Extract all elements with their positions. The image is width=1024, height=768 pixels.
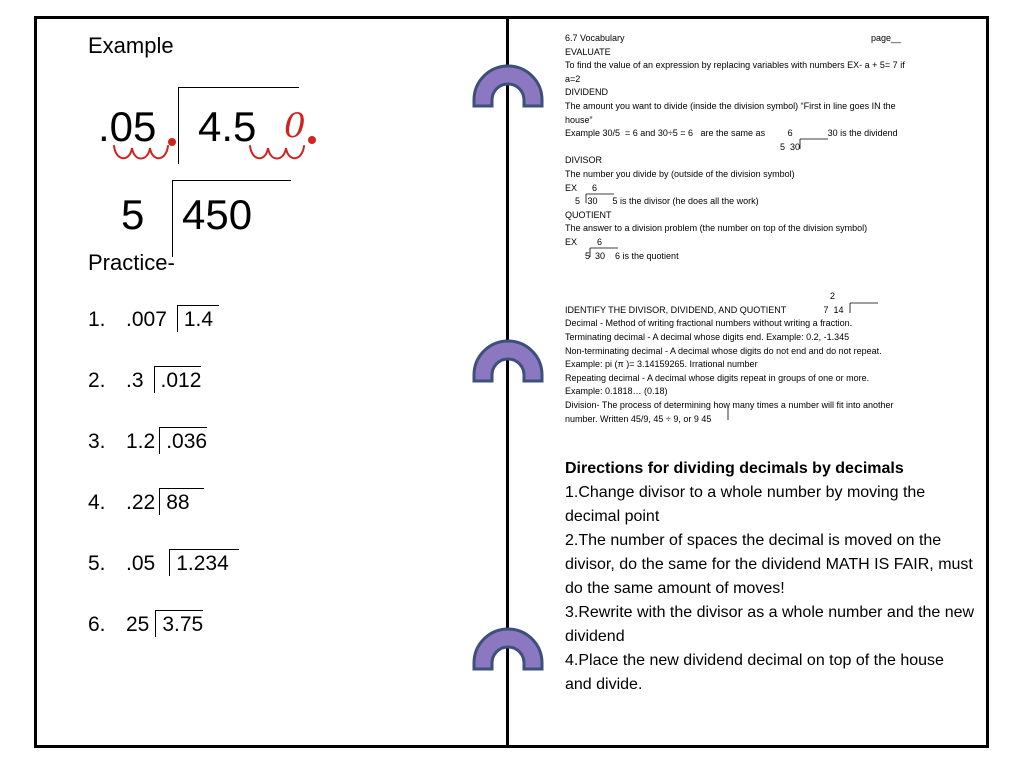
notes-line: IDENTIFY THE DIVISOR, DIVIDEND, AND QUOTIENT 7 14 bbox=[565, 304, 844, 315]
problem-divisor: 25 bbox=[126, 613, 150, 636]
practice-title: Practice- bbox=[88, 250, 175, 275]
example2-divisor: 5 bbox=[121, 191, 145, 238]
notes-line: QUOTIENT bbox=[565, 209, 612, 220]
problem-number: 5. bbox=[88, 552, 106, 575]
practice-problem bbox=[88, 610, 203, 637]
notes-line: EVALUATE bbox=[565, 46, 611, 57]
notes-line: DIVISOR bbox=[565, 155, 603, 166]
notes-line: The answer to a division problem (the number on top of the division symbol) bbox=[565, 223, 868, 234]
problem-dividend: .036 bbox=[159, 427, 207, 454]
notes-line: Example: pi (π )= 3.14159265. Irrational number bbox=[565, 359, 758, 370]
problem-number: 3. bbox=[88, 430, 106, 453]
notes-line: Terminating decimal - A decimal whose digits end. Example: 0.2, -1.345 bbox=[565, 332, 850, 343]
page-number-label: page__ bbox=[871, 33, 902, 43]
notes-line: house” bbox=[565, 114, 593, 125]
problem-dividend: 3.75 bbox=[155, 610, 203, 637]
problem-divisor: .22 bbox=[126, 491, 156, 514]
notes-title: 6.7 Vocabulary bbox=[565, 33, 625, 43]
direction-step: 4.Place the new dividend decimal on top of the house and divide. bbox=[565, 652, 944, 693]
handwritten-zero: 0 bbox=[284, 106, 306, 146]
directions-block bbox=[565, 457, 975, 697]
notes-line: Example 30/5 = 6 and 30÷5 = 6 are the same as 6 30 is the dividend bbox=[565, 128, 898, 139]
problem-dividend: 1.234 bbox=[169, 549, 239, 576]
binder-ring-top bbox=[470, 62, 546, 108]
practice-problem bbox=[88, 427, 207, 454]
notes-line: The number you divide by (outside of the division symbol) bbox=[565, 168, 795, 179]
problem-number: 6. bbox=[88, 613, 106, 636]
problem-dividend: 88 bbox=[159, 488, 203, 515]
problem-dividend: .012 bbox=[154, 366, 202, 393]
example-divisor: .05 bbox=[98, 103, 157, 150]
problem-divisor: .05 bbox=[126, 552, 156, 575]
problem-dividend: 1.4 bbox=[177, 305, 219, 332]
notes-line: 5 30 bbox=[565, 141, 801, 152]
notes-line: EX 6 bbox=[565, 236, 603, 247]
practice-problem bbox=[88, 549, 239, 576]
practice-problem bbox=[88, 366, 201, 393]
problem-divisor: .007 bbox=[126, 308, 167, 331]
direction-step: 2.The number of spaces the decimal is moved on the divisor, do the same for the dividend MATH IS FAIR, must do the same amount of moves! bbox=[565, 532, 973, 597]
notes-line: Decimal - Method of writing fractional numbers without writing a fraction. bbox=[565, 318, 853, 329]
notes-line: 5 30 6 is the quotient bbox=[565, 250, 679, 261]
problem-number: 1. bbox=[88, 308, 106, 331]
notes-line: Example: 0.1818… (0.18) bbox=[565, 386, 668, 397]
notes-line: a=2 bbox=[565, 73, 581, 84]
practice-problem bbox=[88, 488, 204, 515]
notes-line: 5 30 5 is the divisor (he does all the work) bbox=[565, 196, 759, 207]
notes-header bbox=[565, 32, 965, 46]
example-title: Example bbox=[88, 33, 174, 58]
practice-problem bbox=[88, 305, 219, 332]
example2-dividend: 450 bbox=[182, 191, 253, 238]
notes-line: 2 bbox=[565, 291, 836, 302]
direction-step: 1.Change divisor to a whole number by moving the decimal point bbox=[565, 484, 926, 525]
example-dividend: 4.5 bbox=[198, 103, 257, 150]
problem-divisor: 1.2 bbox=[126, 430, 156, 453]
problem-number: 2. bbox=[88, 369, 106, 392]
notes-line: To find the value of an expression by replacing variables with numbers EX- a + 5= 7 if bbox=[565, 60, 905, 71]
binder-ring-bottom bbox=[470, 625, 546, 671]
notes-line: Repeating decimal - A decimal whose digits repeat in groups of one or more. bbox=[565, 372, 870, 383]
notes-line: EX 6 bbox=[565, 182, 598, 193]
notes-line: DIVIDEND bbox=[565, 87, 609, 98]
notes-line: Division- The process of determining how many times a number will fit into another bbox=[565, 400, 894, 411]
notes-line: number. Written 45/9, 45 ÷ 9, or 9 45 bbox=[565, 413, 712, 424]
problem-number: 4. bbox=[88, 491, 106, 514]
directions-title: Directions for dividing decimals by decimals bbox=[565, 460, 904, 477]
problem-divisor: .3 bbox=[126, 369, 144, 392]
binder-ring-middle bbox=[470, 337, 546, 383]
notes-division-marks bbox=[560, 120, 890, 430]
notes-line: The amount you want to divide (inside the division symbol) “First in line goes IN the bbox=[565, 100, 896, 111]
direction-step: 3.Rewrite with the divisor as a whole number and the new dividend bbox=[565, 604, 975, 645]
notes-line: Non-terminating decimal - A decimal whose digits do not end and do not repeat. bbox=[565, 345, 882, 356]
